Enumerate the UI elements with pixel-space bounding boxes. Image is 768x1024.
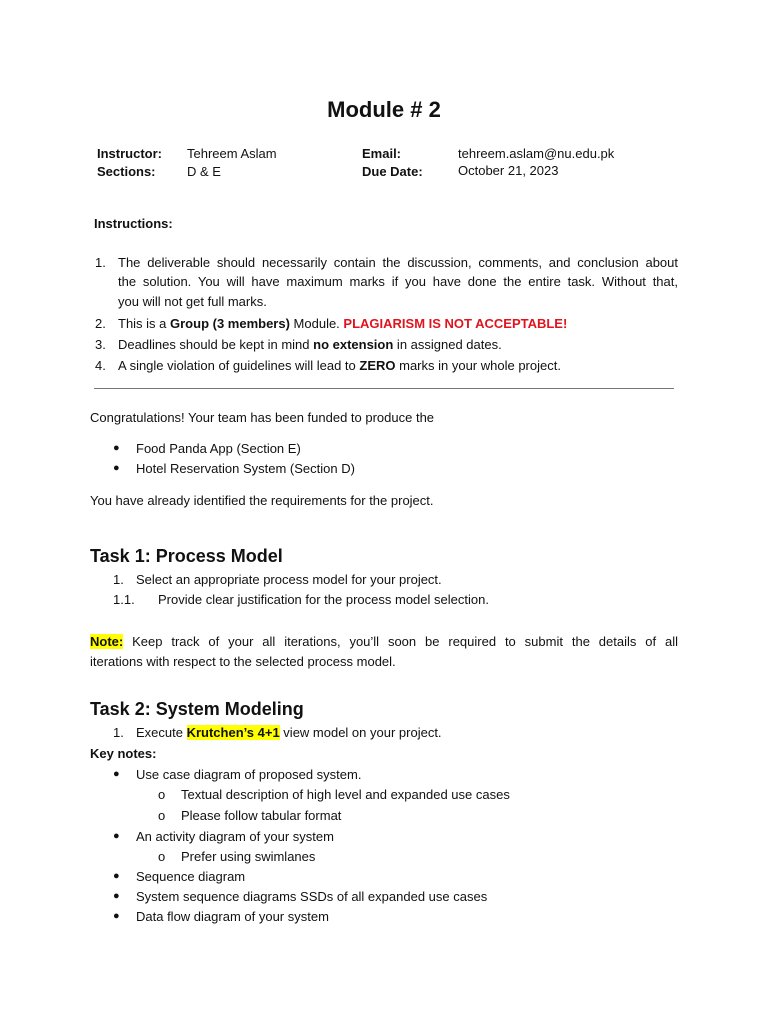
instruction-item-1-line-2: the solution. You will have maximum marks if you have done the entire task. Without that, [118, 274, 678, 289]
list-number: 1. [113, 572, 124, 587]
plagiarism-warning: PLAGIARISM IS NOT ACCEPTABLE! [343, 316, 568, 331]
list-number: 1. [113, 725, 124, 740]
due-date-label: Due Date: [362, 164, 423, 179]
task-2-heading: Task 2: System Modeling [90, 699, 304, 719]
task-2-item-1: Execute Krutchen’s 4+1 view model on your project. [136, 725, 442, 740]
note-label: Note: [90, 634, 124, 649]
key-note-use-case: Use case diagram of proposed system. [136, 767, 362, 782]
key-note-ssd: System sequence diagrams SSDs of all expanded use cases [136, 889, 488, 904]
sub-bullet-icon: o [158, 787, 166, 802]
instruction-item-1-line-1: The deliverable should necessarily contain the discussion, comments, and conclusion about [118, 255, 678, 270]
congratulations-text: Congratulations! Your team has been funded to produce the [90, 410, 435, 425]
bullet-icon: ● [113, 442, 120, 454]
instruction-item-3: Deadlines should be kept in mind no extension in assigned dates. [118, 337, 502, 352]
note-line-1: Note: Keep track of your all iterations, you’ll soon be required to submit the details of all [90, 634, 678, 649]
krutchen-highlight: Krutchen’s 4+1 [186, 725, 280, 740]
bullet-icon: ● [113, 890, 120, 902]
key-note-data-flow: Data flow diagram of your system [136, 909, 329, 924]
horizontal-divider [94, 388, 674, 389]
list-number: 1. [95, 255, 106, 270]
email-label: Email: [362, 146, 402, 161]
key-note-sequence-diagram: Sequence diagram [136, 869, 246, 884]
sub-bullet-icon: o [158, 808, 166, 823]
bullet-icon: ● [113, 870, 120, 882]
due-date-value: October 21, 2023 [458, 163, 559, 178]
bullet-icon: ● [113, 462, 120, 474]
instruction-item-1-line-3: you will not get full marks. [118, 294, 267, 309]
bullet-icon: ● [113, 910, 120, 922]
sections-label: Sections: [97, 164, 156, 179]
instruction-item-2: This is a Group (3 members) Module. PLAGIARISM IS NOT ACCEPTABLE! [118, 316, 568, 331]
email-value: tehreem.aslam@nu.edu.pk [458, 146, 615, 161]
bullet-icon: ● [113, 830, 120, 842]
key-note-tabular-format: Please follow tabular format [181, 808, 342, 823]
instructor-label: Instructor: [97, 146, 162, 161]
note-line-2: iterations with respect to the selected process model. [90, 654, 396, 669]
sub-bullet-icon: o [158, 849, 166, 864]
bullet-icon: ● [113, 768, 120, 780]
list-number: 2. [95, 316, 106, 331]
page-title: Module # 2 [327, 97, 441, 122]
instruction-item-4: A single violation of guidelines will lead to ZERO marks in your whole project. [118, 358, 561, 373]
key-note-swimlanes: Prefer using swimlanes [181, 849, 316, 864]
list-number: 3. [95, 337, 106, 352]
key-notes-label: Key notes: [90, 746, 157, 761]
project-option-hotel-reservation: Hotel Reservation System (Section D) [136, 461, 355, 476]
task-1-item-1: Select an appropriate process model for your project. [136, 572, 442, 587]
instructions-heading: Instructions: [94, 216, 173, 231]
task-1-subitem: Provide clear justification for the process model selection. [158, 592, 489, 607]
project-option-food-panda: Food Panda App (Section E) [136, 441, 301, 456]
key-note-textual-description: Textual description of high level and expanded use cases [181, 787, 510, 802]
key-note-activity-diagram: An activity diagram of your system [136, 829, 334, 844]
instructor-value: Tehreem Aslam [187, 146, 277, 161]
list-number: 4. [95, 358, 106, 373]
sections-value: D & E [187, 164, 221, 179]
task-1-heading: Task 1: Process Model [90, 546, 283, 566]
requirements-identified-text: You have already identified the requirements for the project. [90, 493, 434, 508]
list-number: 1.1. [113, 592, 135, 607]
